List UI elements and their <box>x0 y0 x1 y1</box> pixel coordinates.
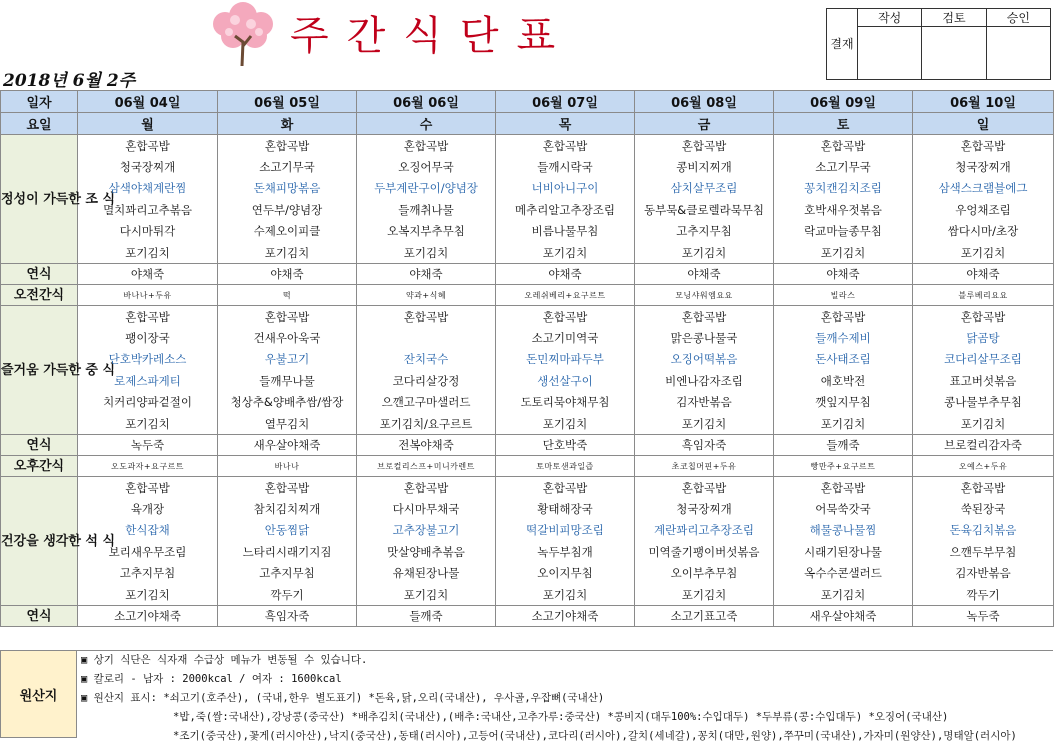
menu-item: 비엔나감자조림 <box>635 370 774 392</box>
menu-item: 우불고기 <box>218 349 357 371</box>
date-header-label: 일자 <box>1 91 78 113</box>
porridge-item: 들깨죽 <box>357 606 496 627</box>
menu-item: 들깨취나물 <box>357 199 496 221</box>
porridge-item: 들깨죽 <box>774 435 913 456</box>
menu-item: 혼합곡밥 <box>774 477 913 499</box>
menu-item: 한식잡채 <box>78 520 218 542</box>
approval-sign-review[interactable] <box>922 27 986 80</box>
porridge-item: 브로컬리감자죽 <box>913 435 1054 456</box>
menu-item: 다시마튀각 <box>78 221 218 243</box>
menu-item: 포기김치 <box>913 242 1054 264</box>
porridge-item: 흑임자죽 <box>218 606 357 627</box>
menu-item: 연두부/양념장 <box>218 199 357 221</box>
date-header: 06월 05일 <box>218 91 357 113</box>
menu-item: 멸치꽈리고추볶음 <box>78 199 218 221</box>
porridge-item: 흑임자죽 <box>635 435 774 456</box>
day-header: 금 <box>635 113 774 135</box>
menu-item: 코다리살강정 <box>357 370 496 392</box>
approval-sign-approve[interactable] <box>986 27 1050 80</box>
snack-item: 블루베리요요 <box>913 285 1054 306</box>
porridge-item: 야채죽 <box>496 264 635 285</box>
porridge-item: 야채죽 <box>218 264 357 285</box>
menu-item: 혼합곡밥 <box>774 306 913 328</box>
menu-item: 고추지무침 <box>635 221 774 243</box>
snack-item: 토마토샌과일즙 <box>496 456 635 477</box>
menu-item: 혼합곡밥 <box>496 477 635 499</box>
approval-col-review: 검토 <box>922 9 986 27</box>
menu-item: 깍두기 <box>218 584 357 606</box>
day-header: 수 <box>357 113 496 135</box>
menu-item: 맑은콩나물국 <box>635 327 774 349</box>
snack-item: 약과+식혜 <box>357 285 496 306</box>
menu-item: 깻잎지무침 <box>774 392 913 414</box>
menu-item: 포기김치 <box>78 242 218 264</box>
menu-item: 오이부추무침 <box>635 563 774 585</box>
menu-item: 콩나물부추무침 <box>913 392 1054 414</box>
menu-item: 고추지무침 <box>78 563 218 585</box>
menu-item: 청국장찌개 <box>635 498 774 520</box>
menu-item: 애호박전 <box>774 370 913 392</box>
menu-item: 들깨시락국 <box>496 156 635 178</box>
menu-item: 포기김치 <box>635 413 774 435</box>
menu-item: 로제스파게티 <box>78 370 218 392</box>
menu-item: 혼합곡밥 <box>635 306 774 328</box>
menu-item: 쌈다시마/초장 <box>913 221 1054 243</box>
approval-label: 결재 <box>827 9 858 80</box>
menu-item: 김자반볶음 <box>635 392 774 414</box>
day-header: 월 <box>78 113 218 135</box>
day-header: 토 <box>774 113 913 135</box>
porridge-item: 녹두죽 <box>913 606 1054 627</box>
snack-item: 모닝샤워엠요요 <box>635 285 774 306</box>
menu-item: 치커리양파겉절이 <box>78 392 218 414</box>
menu-item: 해물콩나물찜 <box>774 520 913 542</box>
dinner-section-label: 건강을 생각한 석 식 <box>1 477 78 606</box>
day-header: 일 <box>913 113 1054 135</box>
menu-item: 혼합곡밥 <box>218 477 357 499</box>
menu-item: 잔치국수 <box>357 349 496 371</box>
origin-line: ▣ 상기 식단은 식자재 수급상 메뉴가 변동될 수 있습니다. <box>81 654 368 666</box>
menu-item: 혼합곡밥 <box>78 306 218 328</box>
menu-item: 혼합곡밥 <box>913 135 1054 157</box>
menu-item: 혼합곡밥 <box>635 477 774 499</box>
menu-item: 메추리알고추장조림 <box>496 199 635 221</box>
porridge-item: 녹두죽 <box>78 435 218 456</box>
snack-item: 빵만주+요구르트 <box>774 456 913 477</box>
menu-item: 보리새우무조림 <box>78 541 218 563</box>
origin-line: ▣ 칼로리 - 남자 : 2000kcal / 여자 : 1600kcal <box>81 673 342 685</box>
menu-item: 포기김치 <box>78 413 218 435</box>
menu-item: 포기김치 <box>774 413 913 435</box>
menu-item: 육개장 <box>78 498 218 520</box>
lunch-section-label: 즐거움 가득한 중 식 <box>1 306 78 435</box>
menu-item <box>357 327 496 349</box>
menu-item: 유채된장나물 <box>357 563 496 585</box>
porridge-item: 단호박죽 <box>496 435 635 456</box>
menu-item: 꽁치캔김치조림 <box>774 178 913 200</box>
menu-item: 느타리시래기지짐 <box>218 541 357 563</box>
menu-item: 돈육김치볶음 <box>913 520 1054 542</box>
snack-item: 바나나 <box>218 456 357 477</box>
snack-item: 바나나+두유 <box>78 285 218 306</box>
menu-item: 오이지무침 <box>496 563 635 585</box>
approval-sign-write[interactable] <box>858 27 922 80</box>
menu-item: 포기김치 <box>913 413 1054 435</box>
menu-item: 락교마늘종무침 <box>774 221 913 243</box>
menu-item: 혼합곡밥 <box>774 135 913 157</box>
header <box>0 0 1053 90</box>
menu-item: 포기김치 <box>357 584 496 606</box>
menu-item: 너비아니구이 <box>496 178 635 200</box>
menu-item: 포기김치 <box>357 242 496 264</box>
menu-item: 청상추&양배추쌈/쌈장 <box>218 392 357 414</box>
lunch_porridge-label: 연식 <box>1 435 78 456</box>
menu-item: 도토리묵야채무침 <box>496 392 635 414</box>
pm_snack-label: 오후간식 <box>1 456 78 477</box>
menu-item: 청국장찌개 <box>78 156 218 178</box>
menu-item: 계란꽈리고추장조림 <box>635 520 774 542</box>
menu-item: 참치김치찌개 <box>218 498 357 520</box>
porridge-item: 야채죽 <box>635 264 774 285</box>
page-title: 주간식단표 <box>290 13 574 59</box>
menu-item: 맛살양배추볶음 <box>357 541 496 563</box>
porridge-item: 야채죽 <box>357 264 496 285</box>
approval-col-write: 작성 <box>858 9 922 27</box>
menu-item: 두부계란구이/양념장 <box>357 178 496 200</box>
menu-item: 들깨수제비 <box>774 327 913 349</box>
menu-item: 오복지부추무침 <box>357 221 496 243</box>
origin-label: 원산지 <box>0 650 77 738</box>
menu-item: 안동찜닭 <box>218 520 357 542</box>
menu-item: 단호박카레소스 <box>78 349 218 371</box>
menu-item: 으깬두부무침 <box>913 541 1054 563</box>
snack-item: 떡 <box>218 285 357 306</box>
menu-item: 포기김치 <box>496 242 635 264</box>
menu-item: 동부묵&클로렐라묵무침 <box>635 199 774 221</box>
porridge-item: 새우살야채죽 <box>218 435 357 456</box>
menu-item: 돈채피망볶음 <box>218 178 357 200</box>
menu-item: 콩비지찌개 <box>635 156 774 178</box>
menu-item: 고추지무침 <box>218 563 357 585</box>
origin-line: *조기(중국산),꽃게(러시아산),낙지(중국산),동태(러시아),고등어(국내산),코다리(러시아),갈치(세네갈),꽁치(대만,원양),쭈꾸미(국내산),가자미(원양산),명태알(러시아) <box>173 730 1017 742</box>
menu-item: 혼합곡밥 <box>913 477 1054 499</box>
menu-item: 건새우아욱국 <box>218 327 357 349</box>
menu-item: 으깬고구마샐러드 <box>357 392 496 414</box>
menu-item: 비름나물무침 <box>496 221 635 243</box>
menu-item: 혼합곡밥 <box>218 306 357 328</box>
menu-item: 깍두기 <box>913 584 1054 606</box>
menu-item: 포기김치 <box>78 584 218 606</box>
menu-item: 시래기된장나물 <box>774 541 913 563</box>
am_snack-label: 오전간식 <box>1 285 78 306</box>
menu-item: 혼합곡밥 <box>635 135 774 157</box>
menu-item: 쑥된장국 <box>913 498 1054 520</box>
menu-item: 코다리살무조림 <box>913 349 1054 371</box>
date-header: 06월 08일 <box>635 91 774 113</box>
menu-item: 고추장불고기 <box>357 520 496 542</box>
snack-item: 브로컬리스프+미니카렌트 <box>357 456 496 477</box>
menu-item: 혼합곡밥 <box>357 306 496 328</box>
menu-item: 팽이장국 <box>78 327 218 349</box>
menu-item: 포기김치 <box>496 584 635 606</box>
menu-item: 혼합곡밥 <box>218 135 357 157</box>
approval-col-approve: 승인 <box>986 9 1050 27</box>
menu-item: 돈민찌마파두부 <box>496 349 635 371</box>
snack-item: 빌라스 <box>774 285 913 306</box>
day-header-label: 요일 <box>1 113 78 135</box>
day-header: 화 <box>218 113 357 135</box>
porridge-item: 소고기표고죽 <box>635 606 774 627</box>
menu-item: 수제오이피클 <box>218 221 357 243</box>
menu-item: 열무김치 <box>218 413 357 435</box>
menu-item: 호박새우젓볶음 <box>774 199 913 221</box>
menu-item: 삼색스크램블에그 <box>913 178 1054 200</box>
menu-item: 오징어떡볶음 <box>635 349 774 371</box>
menu-item: 생선살구이 <box>496 370 635 392</box>
cherry-blossom-tree-icon <box>205 2 283 66</box>
menu-item: 포기김치 <box>496 413 635 435</box>
porridge-item: 야채죽 <box>913 264 1054 285</box>
day-header: 목 <box>496 113 635 135</box>
date-header: 06월 07일 <box>496 91 635 113</box>
snack-item: 오도과자+요구르트 <box>78 456 218 477</box>
menu-item: 오징어무국 <box>357 156 496 178</box>
snack-item: 초코칩머핀+두유 <box>635 456 774 477</box>
menu-item: 포기김치 <box>218 242 357 264</box>
dinner_porridge-label: 연식 <box>1 606 78 627</box>
porridge-item: 소고기야채죽 <box>496 606 635 627</box>
breakfast_porridge-label: 연식 <box>1 264 78 285</box>
approval-box <box>826 8 1051 80</box>
menu-item: 청국장찌개 <box>913 156 1054 178</box>
origin-line: *밥,죽(쌀:국내산),강낭콩(중국산) *배추김치(국내산),(배추:국내산,고추가루:중국산) *콩비지(대두100%:수입대두) *두부류(콩:수입대두) *오징어(국내산) <box>173 711 949 723</box>
menu-item: 표고버섯볶음 <box>913 370 1054 392</box>
menu-item: 소고기무국 <box>218 156 357 178</box>
menu-item: 혼합곡밥 <box>496 135 635 157</box>
porridge-item: 새우살야채죽 <box>774 606 913 627</box>
menu-item: 포기김치 <box>635 584 774 606</box>
menu-item: 닭곰탕 <box>913 327 1054 349</box>
menu-item: 어묵쑥갓국 <box>774 498 913 520</box>
menu-item: 들깨무나물 <box>218 370 357 392</box>
menu-item: 옥수수콘샐러드 <box>774 563 913 585</box>
date-header: 06월 04일 <box>78 91 218 113</box>
porridge-item: 야채죽 <box>774 264 913 285</box>
date-header: 06월 06일 <box>357 91 496 113</box>
menu-item: 혼합곡밥 <box>357 477 496 499</box>
menu-item: 혼합곡밥 <box>78 477 218 499</box>
menu-item: 포기김치 <box>774 584 913 606</box>
menu-item: 포기김치 <box>635 242 774 264</box>
date-header: 06월 10일 <box>913 91 1054 113</box>
breakfast-section-label: 정성이 가득한 조 식 <box>1 135 78 264</box>
origin-section <box>0 650 1053 742</box>
menu-item: 혼합곡밥 <box>913 306 1054 328</box>
origin-notes <box>77 650 1053 742</box>
menu-item: 미역줄기팽이버섯볶음 <box>635 541 774 563</box>
menu-table <box>0 90 1054 627</box>
menu-item: 김자반볶음 <box>913 563 1054 585</box>
menu-item: 돈사태조림 <box>774 349 913 371</box>
menu-item: 다시마무채국 <box>357 498 496 520</box>
menu-item: 포기김치 <box>774 242 913 264</box>
menu-item: 삼치살무조림 <box>635 178 774 200</box>
menu-item: 혼합곡밥 <box>78 135 218 157</box>
porridge-item: 소고기야채죽 <box>78 606 218 627</box>
week-title: 2018년 6월 2주 <box>3 71 136 91</box>
menu-item: 혼합곡밥 <box>496 306 635 328</box>
menu-item: 우엉채조림 <box>913 199 1054 221</box>
menu-item: 황태해장국 <box>496 498 635 520</box>
origin-line: ▣ 원산지 표시: *쇠고기(호주산), (국내,한우 별도표기) *돈육,닭,오리(국내산), 우사골,우잡뼈(국내산) <box>81 692 605 704</box>
snack-item: 오레쉬베리+요구르트 <box>496 285 635 306</box>
date-header: 06월 09일 <box>774 91 913 113</box>
porridge-item: 야채죽 <box>78 264 218 285</box>
menu-item: 떡갈비피망조림 <box>496 520 635 542</box>
menu-item: 혼합곡밥 <box>357 135 496 157</box>
menu-item: 삼색야채계란찜 <box>78 178 218 200</box>
menu-item: 소고기미역국 <box>496 327 635 349</box>
menu-item: 소고기무국 <box>774 156 913 178</box>
menu-item: 녹두부침개 <box>496 541 635 563</box>
snack-item: 오예스+두유 <box>913 456 1054 477</box>
porridge-item: 전복야채죽 <box>357 435 496 456</box>
menu-item: 포기김치/요구르트 <box>357 413 496 435</box>
